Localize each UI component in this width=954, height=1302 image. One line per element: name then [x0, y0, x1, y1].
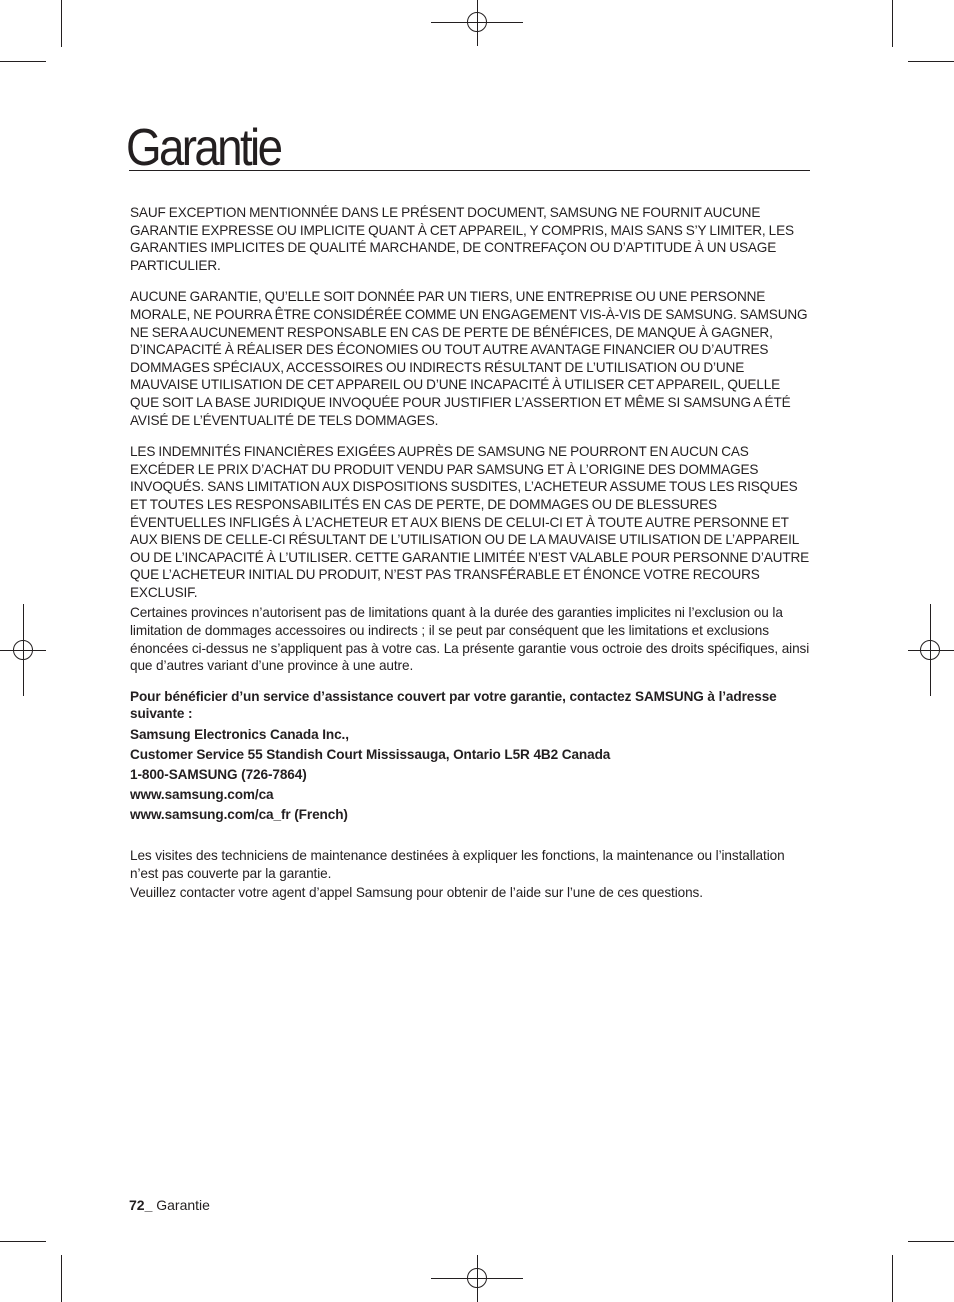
- crop-mark-bottom-right-h: [908, 1241, 954, 1242]
- notes-block: [130, 847, 812, 902]
- maintenance-note: Les visites des techniciens de maintenance destinées à expliquer les fonctions, la maintenance ou l’installation n’est pas couverte par la garantie.: [130, 847, 785, 881]
- contact-intro: Pour bénéficier d’un service d’assistance couvert par votre garantie, contactez SAMSUNG à l’adresse suivante :: [130, 688, 777, 722]
- crop-mark-top-right-h: [908, 61, 954, 62]
- contact-website: www.samsung.com/ca: [130, 787, 274, 803]
- contact-phone: 1-800-SAMSUNG (726-7864): [130, 767, 307, 782]
- title-rule: [126, 118, 810, 177]
- footer-section: Garantie: [156, 1197, 210, 1213]
- contact-website-fr: www.samsung.com/ca_fr (French): [130, 807, 348, 823]
- warranty-body: [130, 204, 812, 904]
- registration-right-circle: [920, 640, 940, 660]
- registration-bottom-circle: [467, 1268, 487, 1288]
- crop-mark-top-right-v: [892, 0, 893, 47]
- crop-mark-top-left-v: [61, 0, 62, 47]
- provinces-paragraph: Certaines provinces n’autorisent pas de limitations quant à la durée des garanties implicites ni l’exclusion ou la limitation de dommages accessoires ou indirects ; il se peut par conséquent que les limitations et exclusions énoncées ci-dessus ne s’appliquent pas à votre cas. La présente garantie vous octroie des droits spécifiques, ainsi que d’autres variant d’une province à une autre.: [130, 605, 810, 674]
- page-title: Garantie: [126, 119, 281, 177]
- page-number: 72_: [129, 1197, 153, 1213]
- disclaimer-paragraph-2: AUCUNE GARANTIE, QU’ELLE SOIT DONNÉE PAR UN TIERS, UNE ENTREPRISE OU UNE PERSONNE MORALE, NE POURRA ÊTRE CONSIDÉRÉE COMME UN ENGAGEMENT VIS-À-VIS DE SAMSUNG. SAMSUNG NE SERA AUCUNEMENT RESPONSABLE EN CAS DE PERTE DE BÉNÉFICES, DE MANQUE À GAGNER, D’INCAPACITÉ À RÉALISER DES ÉCONOMIES OU TOUT AUTRE AVANTAGE FINANCIER OU D’AUTRES DOMMAGES SPÉCIAUX, ACCESSOIRES OU INDIRECTS RÉSULTANT DE L’UTILISATION OU D’UNE MAUVAISE UTILISATION DE CET APPAREIL OU D’UNE INCAPACITÉ À UTILISER CET APPAREIL, QUELLE QUE SOIT LA BASE JURIDIQUE INVOQUÉE POUR JUSTIFIER L’ASSERTION ET MÊME SI SAMSUNG A ÉTÉ AVISÉ DE L’ÉVENTUALITÉ DE TELS DOMMAGES.: [130, 289, 808, 428]
- contact-address: Customer Service 55 Standish Court Mississauga, Ontario L5R 4B2 Canada: [130, 746, 611, 762]
- disclaimer-paragraph-3: LES INDEMNITÉS FINANCIÈRES EXIGÉES AUPRÈS DE SAMSUNG NE POURRONT EN AUCUN CAS EXCÉDER LE PRIX D’ACHAT DU PRODUIT VENDU PAR SAMSUNG ET À L’ORIGINE DES DOMMAGES INVOQUÉS. SANS LIMITATION AUX DISPOSITIONS SUSDITES, L’ACHETEUR ASSUME TOUS LES RISQUES ET TOUTES LES RESPONSABILITÉS EN CAS DE PERTE, DE DOMMAGES OU DE BLESSURES ÉVENTUELLES INFLIGÉS À L’ACHETEUR ET AUX BIENS DE CELUI-CI ET À TOUTE AUTRE PERSONNE ET AUX BIENS DE CELLE-CI RÉSULTANT DE L’UTILISATION OU DE LA MAUVAISE UTILISATION DE L’APPAREIL OU DE L’INCAPACITÉ À L’UTILISER. CETTE GARANTIE LIMITÉE N’EST VALABLE POUR PERSONNE D’AUTRE QUE L’ACHETEUR INITIAL DU PRODUIT, N’EST PAS TRANSFÉRABLE ET ÉNONCE VOTRE RECOURS EXCLUSIF.: [130, 444, 810, 600]
- crop-mark-bottom-left-h: [0, 1241, 46, 1242]
- contact-agent-note: Veuillez contacter votre agent d’appel Samsung pour obtenir de l’aide sur l’une de ces questions.: [130, 885, 703, 901]
- disclaimer-paragraph-1: SAUF EXCEPTION MENTIONNÉE DANS LE PRÉSENT DOCUMENT, SAMSUNG NE FOURNIT AUCUNE GARANTIE EXPRESSE OU IMPLICITE QUANT À CET APPAREIL, Y COMPRIS, MAIS SANS S’Y LIMITER, LES GARANTIES IMPLICITES DE QUALITÉ MARCHANDE, DE CONTREFAÇON OU D’APTITUDE À UN USAGE PARTICULIER.: [130, 205, 794, 273]
- contact-block: [130, 688, 812, 824]
- page-footer: [129, 1197, 210, 1213]
- crop-mark-bottom-right-v: [892, 1255, 893, 1302]
- contact-company: Samsung Electronics Canada Inc.,: [130, 726, 349, 742]
- crop-mark-top-left-h: [0, 61, 46, 62]
- registration-top-circle: [467, 12, 487, 32]
- crop-mark-bottom-left-v: [61, 1255, 62, 1302]
- registration-left-circle: [13, 640, 33, 660]
